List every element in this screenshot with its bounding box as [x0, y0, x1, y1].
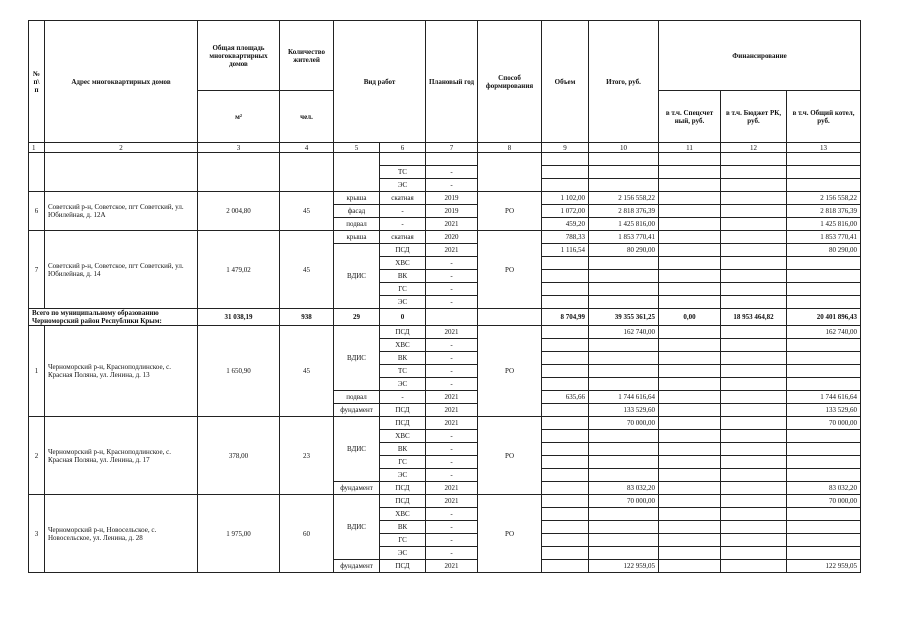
- row-number: 1: [29, 326, 45, 417]
- house-address: Черноморский р-н, Красноподлинское, с. Красная Поляна, ул. Ленина, д. 17: [45, 417, 198, 495]
- total-common-pot: 20 401 896,43: [787, 309, 861, 326]
- column-numbers-row: [29, 143, 861, 153]
- col-number: 7: [426, 143, 478, 153]
- col-number: 3: [198, 143, 280, 153]
- table-row: 1 Черноморский р-н, Красноподлинское, с. Красная Поляна, ул. Ленина, д. 13 1 650,90 45 ВДИС ПСД 2021 РО 162 740,00 162 740,00: [29, 326, 861, 339]
- col-number: 1: [29, 143, 45, 153]
- table-row: подвал - 2021 459,20 1 425 816,00 1 425 816,00: [29, 218, 861, 231]
- col-number: 2: [45, 143, 198, 153]
- table-row: фундамент ПСД 2021 122 959,05 122 959,05: [29, 560, 861, 573]
- capital-repair-table: [28, 20, 861, 573]
- house-residents: 23: [280, 417, 334, 495]
- funding-method: РО: [478, 231, 542, 309]
- house-address: Советский р-н, Советское, пгт Советский, ул. Юбилейная, д. 12А: [45, 192, 198, 231]
- col-volume-header: Объем: [542, 21, 589, 143]
- table-row: ГС -: [29, 283, 861, 296]
- row-number: 7: [29, 231, 45, 309]
- house-address: Советский р-н, Советское, пгт Советский, ул. Юбилейная, д. 14: [45, 231, 198, 309]
- table-row: ЭС -: [29, 179, 861, 192]
- table-row: ВК -: [29, 521, 861, 534]
- col-common-pot-header: в т.ч. Общий котел, руб.: [787, 91, 861, 143]
- house-address: Черноморский р-н, Новосельское, с. Новосельское, ул. Ленина, д. 28: [45, 495, 198, 573]
- col-number: 12: [721, 143, 787, 153]
- house-residents: 60: [280, 495, 334, 573]
- table-row: фундамент ПСД 2021 133 529,60 133 529,60: [29, 404, 861, 417]
- house-area: 1 975,00: [198, 495, 280, 573]
- col-number: 8: [478, 143, 542, 153]
- col-year-header: Плановый год: [426, 21, 478, 143]
- table-row: ВК -: [29, 270, 861, 283]
- col-number: 6: [380, 143, 426, 153]
- house-residents: 45: [280, 192, 334, 231]
- funding-method: РО: [478, 192, 542, 231]
- vdis-label: ВДИС: [334, 417, 380, 482]
- vdis-label: ВДИС: [334, 244, 380, 309]
- funding-method: РО: [478, 495, 542, 573]
- financing-header: Финансирование: [659, 21, 861, 91]
- table-row: 6 Советский р-н, Советское, пгт Советский, ул. Юбилейная, д. 12А 2 004,80 45 крыша скатная 2019 РО 1 102,00 2 156 558,22 2 156 558,22: [29, 192, 861, 205]
- table-row: ГС -: [29, 534, 861, 547]
- total-row: Всего по муниципальному образованию Черноморский район Республики Крым: 31 038,19 938 29 0 8 704,99 39 355 361,25 0,00 18 953 464,82 20 401 896,43: [29, 309, 861, 326]
- vdis-label: ВДИС: [334, 495, 380, 560]
- col-number: 13: [787, 143, 861, 153]
- row-number: 3: [29, 495, 45, 573]
- total-volume: 8 704,99: [542, 309, 589, 326]
- col-special-account-header: в т.ч. Спецсчет ный, руб.: [659, 91, 721, 143]
- col-address-header: Адрес многоквартирных домов: [45, 21, 198, 143]
- col-area-header: Общая площадь многоквартирных домов: [198, 21, 280, 91]
- table-row: 3 Черноморский р-н, Новосельское, с. Новосельское, ул. Ленина, д. 28 1 975,00 60 ВДИС ПСД 2021 РО 70 000,00 70 000,00: [29, 495, 861, 508]
- table-row: ГС -: [29, 456, 861, 469]
- total-budget: 18 953 464,82: [721, 309, 787, 326]
- col-number: 11: [659, 143, 721, 153]
- table-row: ЭС -: [29, 547, 861, 560]
- col-num-header: № п\ п: [29, 21, 45, 143]
- col-residents-header: Количество жителей: [280, 21, 334, 91]
- table-row: ТС -: [29, 166, 861, 179]
- table-row: ХВС -: [29, 257, 861, 270]
- funding-method: РО: [478, 417, 542, 495]
- col-number: 10: [589, 143, 659, 153]
- total-residents: 938: [280, 309, 334, 326]
- funding-method: РО: [478, 326, 542, 417]
- total-special: 0,00: [659, 309, 721, 326]
- total-label: Всего по муниципальному образованию Черноморский район Республики Крым:: [29, 309, 198, 326]
- total-sum: 39 355 361,25: [589, 309, 659, 326]
- table-row: ХВС -: [29, 508, 861, 521]
- col-number: 9: [542, 143, 589, 153]
- col-residents-unit: чел.: [280, 91, 334, 143]
- house-residents: 45: [280, 326, 334, 417]
- total-area: 31 038,19: [198, 309, 280, 326]
- col-budget-header: в т.ч. Бюджет РК, руб.: [721, 91, 787, 143]
- house-area: 378,00: [198, 417, 280, 495]
- table-row: ЭС -: [29, 378, 861, 391]
- house-area: 1 650,90: [198, 326, 280, 417]
- table-row: [29, 153, 861, 166]
- table-row: ВДИС ПСД 2021 1 116,54 80 290,00 80 290,00: [29, 244, 861, 257]
- house-area: 2 004,80: [198, 192, 280, 231]
- table-row: 2 Черноморский р-н, Красноподлинское, с. Красная Поляна, ул. Ленина, д. 17 378,00 23 ВДИС ПСД 2021 РО 70 000,00 70 000,00: [29, 417, 861, 430]
- header-row: [29, 21, 861, 91]
- table-row: ВК -: [29, 443, 861, 456]
- col-area-unit: м²: [198, 91, 280, 143]
- row-number: 6: [29, 192, 45, 231]
- table-row: фундамент ПСД 2021 83 032,20 83 032,20: [29, 482, 861, 495]
- table-row: 7 Советский р-н, Советское, пгт Советский, ул. Юбилейная, д. 14 1 479,02 45 крыша скатная 2020 РО 788,33 1 853 770,41 1 853 770,41: [29, 231, 861, 244]
- table-row: фасад - 2019 1 072,00 2 818 376,39 2 818 376,39: [29, 205, 861, 218]
- col-number: 5: [334, 143, 380, 153]
- col-method-header: Способ формирования: [478, 21, 542, 143]
- table-row: ХВС -: [29, 430, 861, 443]
- row-number: 2: [29, 417, 45, 495]
- house-residents: 45: [280, 231, 334, 309]
- table-row: ВК -: [29, 352, 861, 365]
- col-work-type-header: Вид работ: [334, 21, 426, 143]
- house-address: Черноморский р-н, Красноподлинское, с. Красная Поляна, ул. Ленина, д. 13: [45, 326, 198, 417]
- table-row: ХВС -: [29, 339, 861, 352]
- house-area: 1 479,02: [198, 231, 280, 309]
- table-row: ЭС -: [29, 469, 861, 482]
- table-row: ЭС -: [29, 296, 861, 309]
- table-row: ТС -: [29, 365, 861, 378]
- col-number: 4: [280, 143, 334, 153]
- col-total-header: Итого, руб.: [589, 21, 659, 143]
- vdis-label: ВДИС: [334, 326, 380, 391]
- table-row: подвал - 2021 635,66 1 744 616,64 1 744 616,64: [29, 391, 861, 404]
